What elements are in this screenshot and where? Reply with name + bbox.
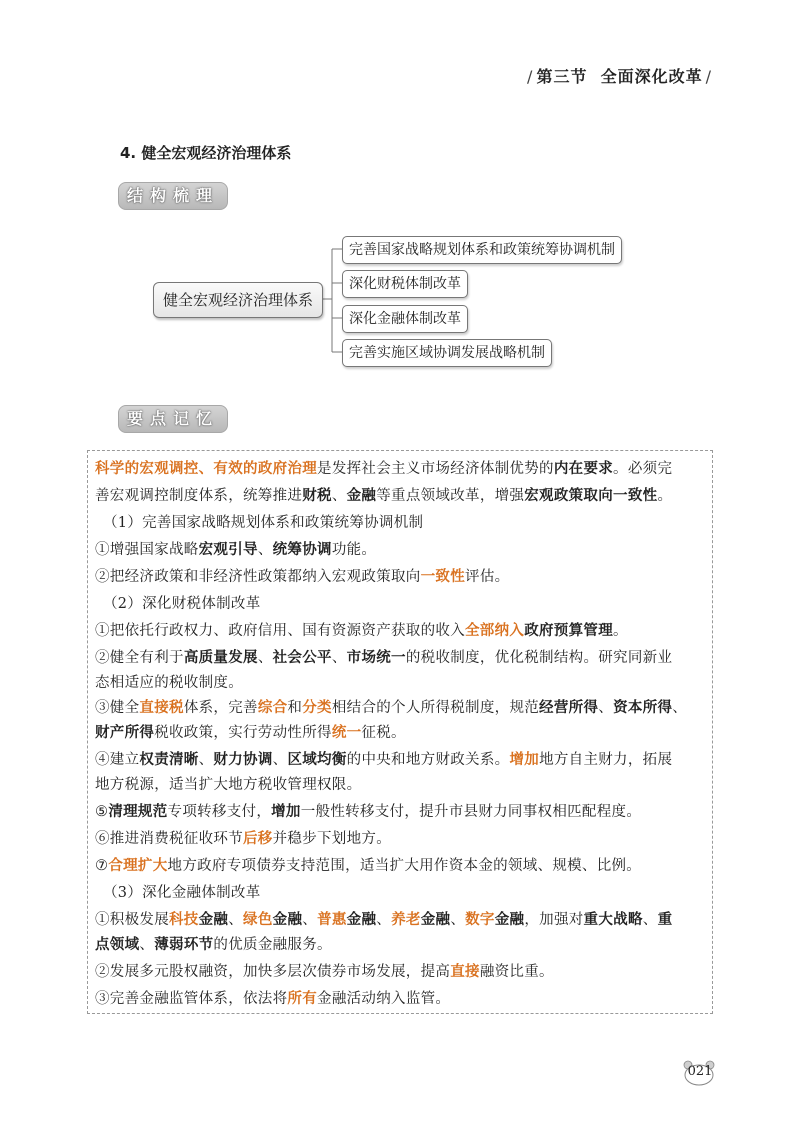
subsection-heading: （3）深化金融体制改革 [103, 885, 261, 901]
mind-map-branch-3: 深化金融体制改革 [342, 305, 468, 333]
key-point-item: ①积极发展科技金融、绿色金融、普惠金融、养老金融、数字金融，加强对重大战略、重 [95, 911, 673, 928]
subsection-heading: （1）完善国家战略规划体系和政策统筹协调机制 [103, 515, 424, 531]
key-point-line: 善宏观调控制度体系，统筹推进财税、金融等重点领域改革，增强宏观政策取向一致性。 [95, 487, 673, 504]
key-points-tab-label: 要点记忆 [118, 405, 228, 433]
structure-tab-label: 结构梳理 [118, 182, 228, 210]
key-point-item: ①增强国家战略宏观引导、统筹协调功能。 [95, 541, 377, 558]
key-point-item: ③完善金融监管体系，依法将所有金融活动纳入监管。 [95, 990, 451, 1007]
key-point-item: ②发展多元股权融资，加快多层次债券市场发展，提高直接融资比重。 [95, 963, 554, 980]
page-number: 021 [687, 1064, 713, 1079]
key-point-item: ②把经济政策和非经济性政策都纳入宏观政策取向一致性评估。 [95, 568, 510, 585]
mind-map-branch-1: 完善国家战略规划体系和政策统筹协调机制 [342, 236, 622, 264]
key-point-item-continued: 财产所得税收政策，实行劳动性所得统一征税。 [95, 724, 406, 741]
header-slash-left: / [527, 67, 534, 86]
mind-map-branch-4: 完善实施区域协调发展战略机制 [342, 339, 552, 367]
mind-map-root: 健全宏观经济治理体系 [153, 282, 323, 318]
key-point-line: 科学的宏观调控、有效的政府治理是发挥社会主义市场经济体制优势的内在要求。必须完 [95, 460, 673, 477]
subsection-heading: （2）深化财税体制改革 [103, 596, 261, 612]
key-point-item: ⑦合理扩大地方政府专项债券支持范围，适当扩大用作资本金的领域、规模、比例。 [95, 857, 642, 874]
mind-map-branch-2: 深化财税体制改革 [342, 270, 468, 298]
header-section: 第三节 [536, 67, 588, 86]
header-slash-right: / [705, 67, 712, 86]
key-point-item: ③健全直接税体系，完善综合和分类相结合的个人所得税制度，规范经营所得、资本所得、 [95, 699, 688, 716]
key-point-item: ②健全有利于高质量发展、社会公平、市场统一的税收制度，优化税制结构。研究同新业 [95, 649, 673, 666]
running-header [515, 64, 715, 87]
section-title: 4. 健全宏观经济治理体系 [120, 144, 292, 162]
key-point-item: ①把依托行政权力、政府信用、国有资源资产获取的收入全部纳入政府预算管理。 [95, 622, 628, 639]
key-point-item-continued: 点领域、薄弱环节的优质金融服务。 [95, 936, 332, 953]
key-point-item: ④建立权责清晰、财力协调、区域均衡的中央和地方财政关系。增加地方自主财力，拓展 [95, 751, 673, 768]
key-point-item: ⑤清理规范专项转移支付，增加一般性转移支付，提升市县财力同事权相匹配程度。 [95, 803, 642, 820]
header-title: 全面深化改革 [600, 67, 703, 86]
key-point-item-continued: 地方税源，适当扩大地方税收管理权限。 [95, 777, 362, 793]
key-point-item-continued: 态相适应的税收制度。 [95, 675, 243, 691]
key-point-item: ⑥推进消费税征收环节后移并稳步下划地方。 [95, 830, 392, 847]
